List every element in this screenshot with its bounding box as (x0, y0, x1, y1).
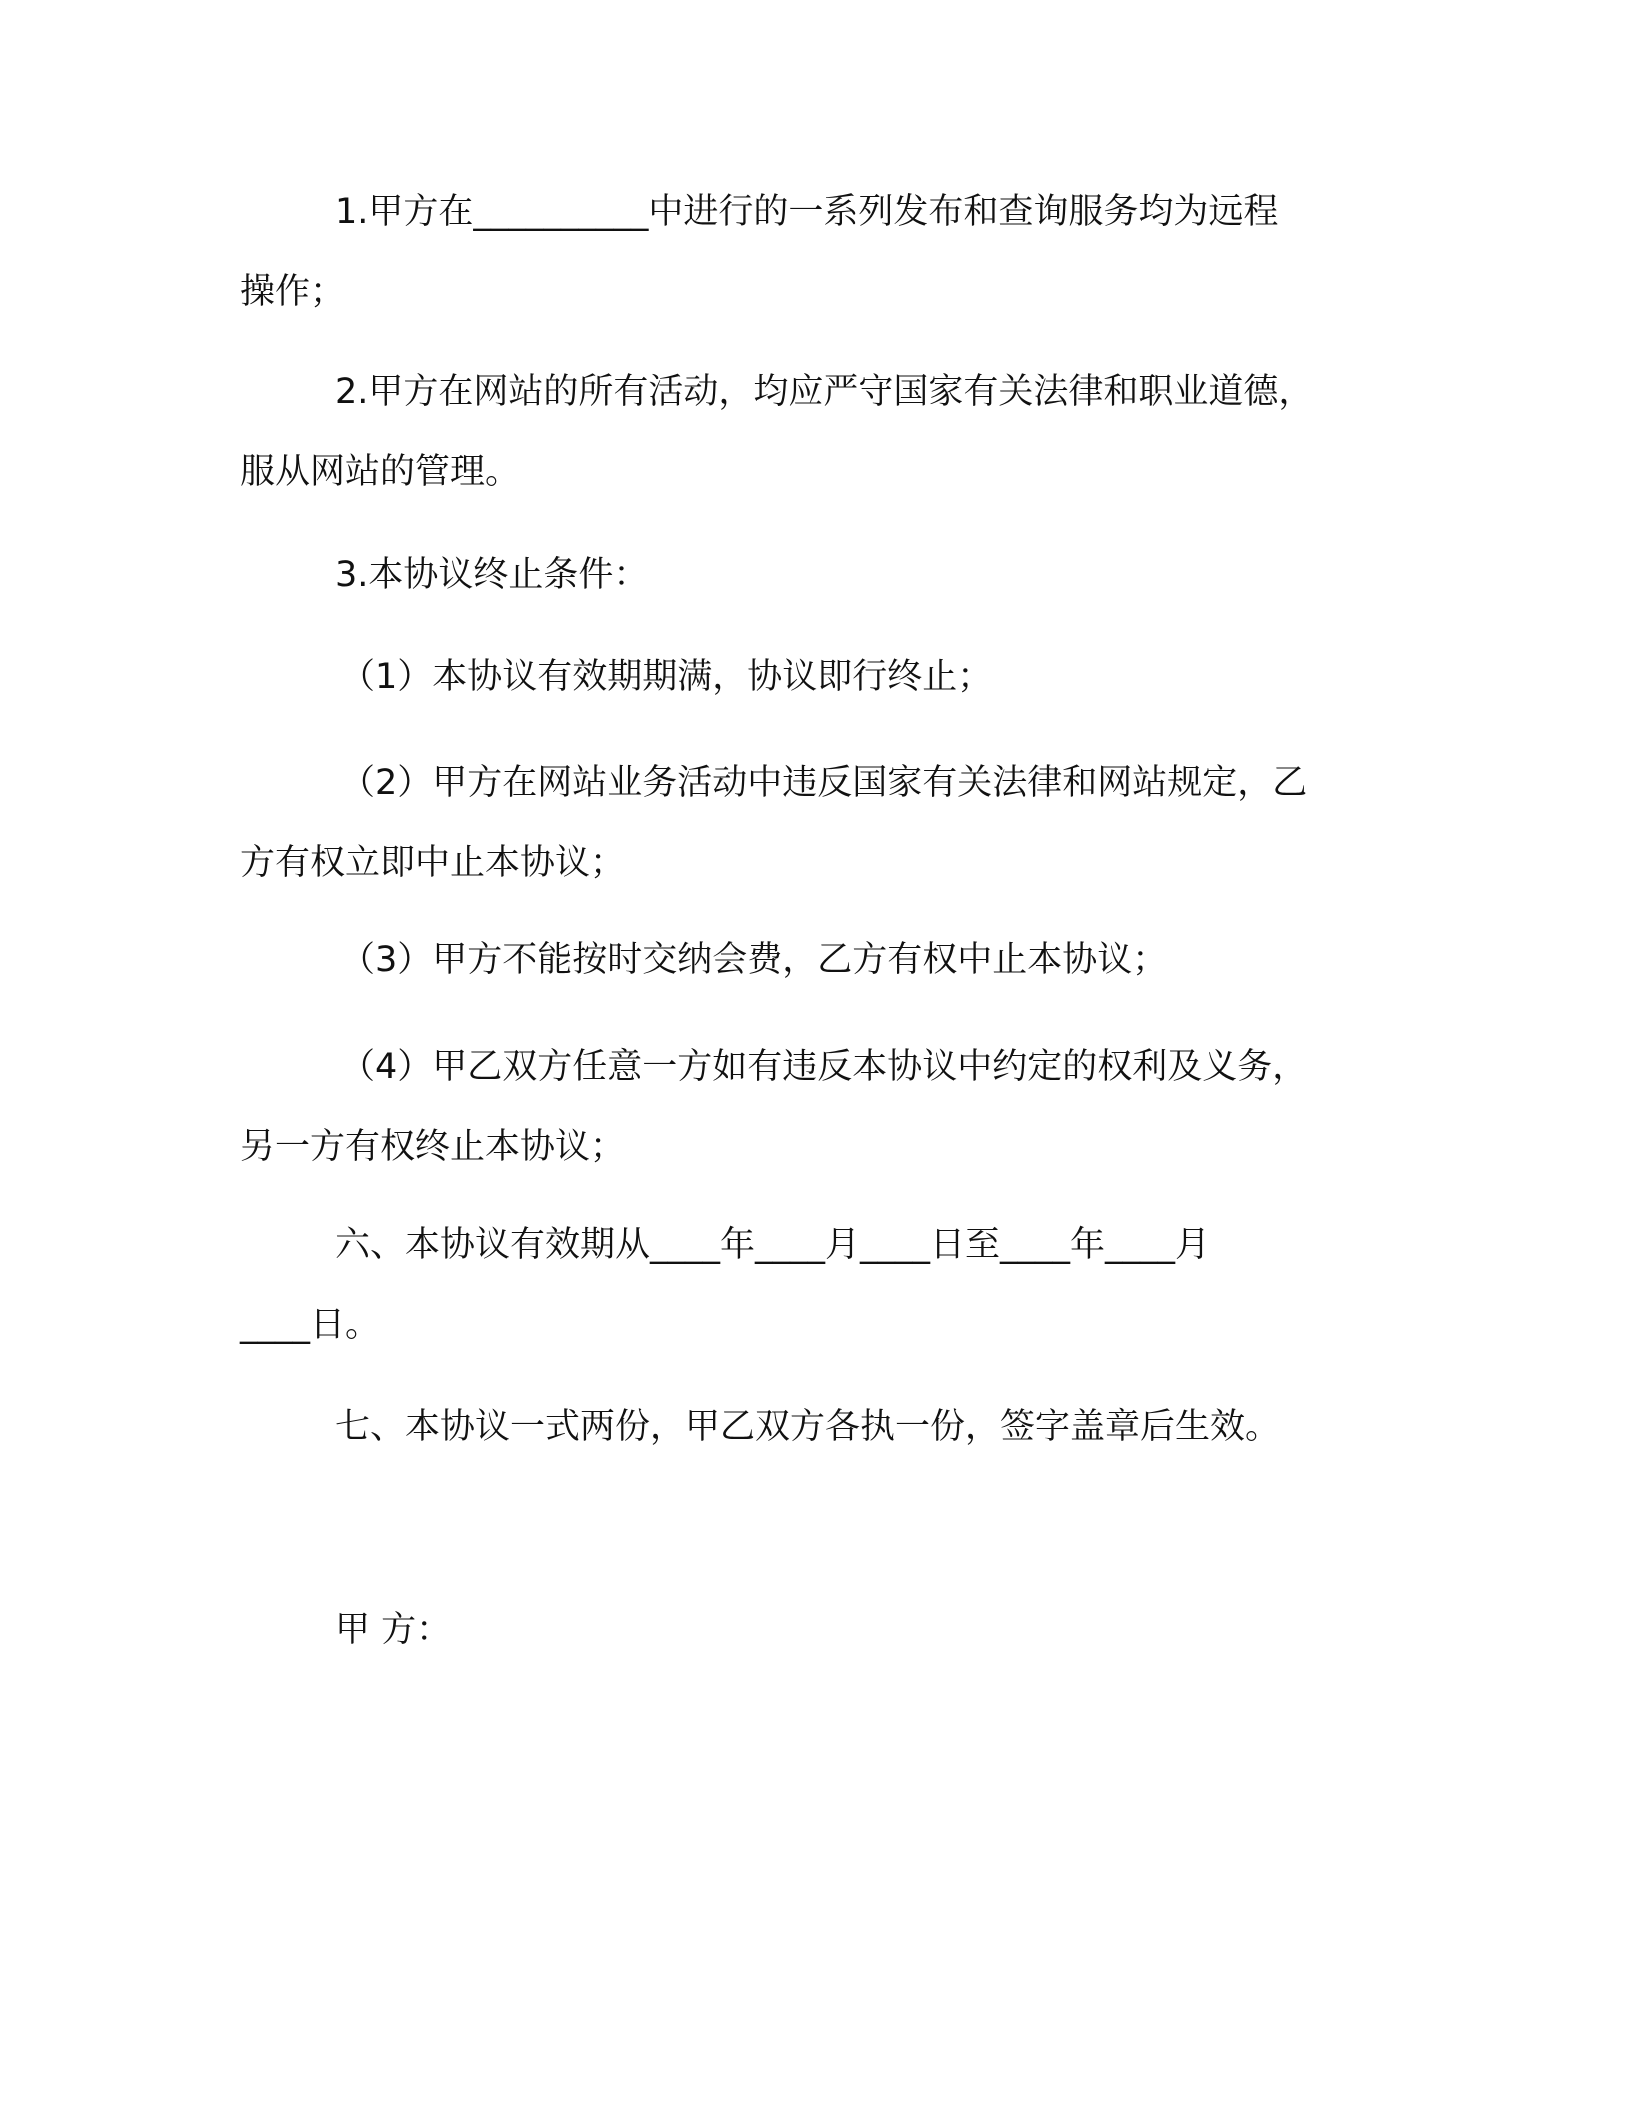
clause-3-2-line-2: 方有权立即中止本协议； (240, 843, 626, 883)
clause-3-3-line-1: （3）甲方不能按时交纳会费，乙方有权中止本协议； (340, 940, 1168, 980)
party-a-line-1: 甲 方： (335, 1610, 452, 1650)
clause-3-2-line-1: （2）甲方在网站业务活动中违反国家有关法律和网站规定，乙 (340, 763, 1308, 803)
clause-3-4-line-2: 另一方有权终止本协议； (240, 1127, 626, 1167)
clause-6-line-2: ____日。 (240, 1305, 381, 1345)
clause-1-line-2: 操作； (240, 272, 346, 312)
clause-1-line-1: 1.甲方在__________中进行的一系列发布和查询服务均为远程 (335, 192, 1279, 232)
clause-3-1-line-1: （1）本协议有效期期满，协议即行终止； (340, 657, 993, 697)
clause-3-4-line-1: （4）甲乙双方任意一方如有违反本协议中约定的权利及义务， (340, 1047, 1308, 1087)
clause-3-paragraph (240, 535, 1360, 615)
clause-7-paragraph (240, 1387, 1360, 1467)
clause-2-line-1: 2.甲方在网站的所有活动，均应严守国家有关法律和职业道德， (335, 372, 1314, 412)
clause-7-line-1: 七、本协议一式两份，甲乙双方各执一份，签字盖章后生效。 (335, 1407, 1281, 1447)
clause-3-1-paragraph (240, 637, 1360, 717)
clause-3-line-1: 3.本协议终止条件： (335, 555, 649, 595)
clause-2-paragraph (240, 352, 1360, 512)
clause-3-4-paragraph (240, 1027, 1360, 1187)
party-a-signature-label (240, 1590, 1360, 1670)
clause-6-paragraph (240, 1205, 1360, 1365)
clause-1-paragraph (240, 172, 1360, 332)
clause-2-line-2: 服从网站的管理。 (240, 452, 521, 492)
clause-6-line-1: 六、本协议有效期从____年____月____日至____年____月 (335, 1225, 1211, 1265)
clause-3-2-paragraph (240, 743, 1360, 903)
clause-3-3-paragraph (240, 920, 1360, 1000)
